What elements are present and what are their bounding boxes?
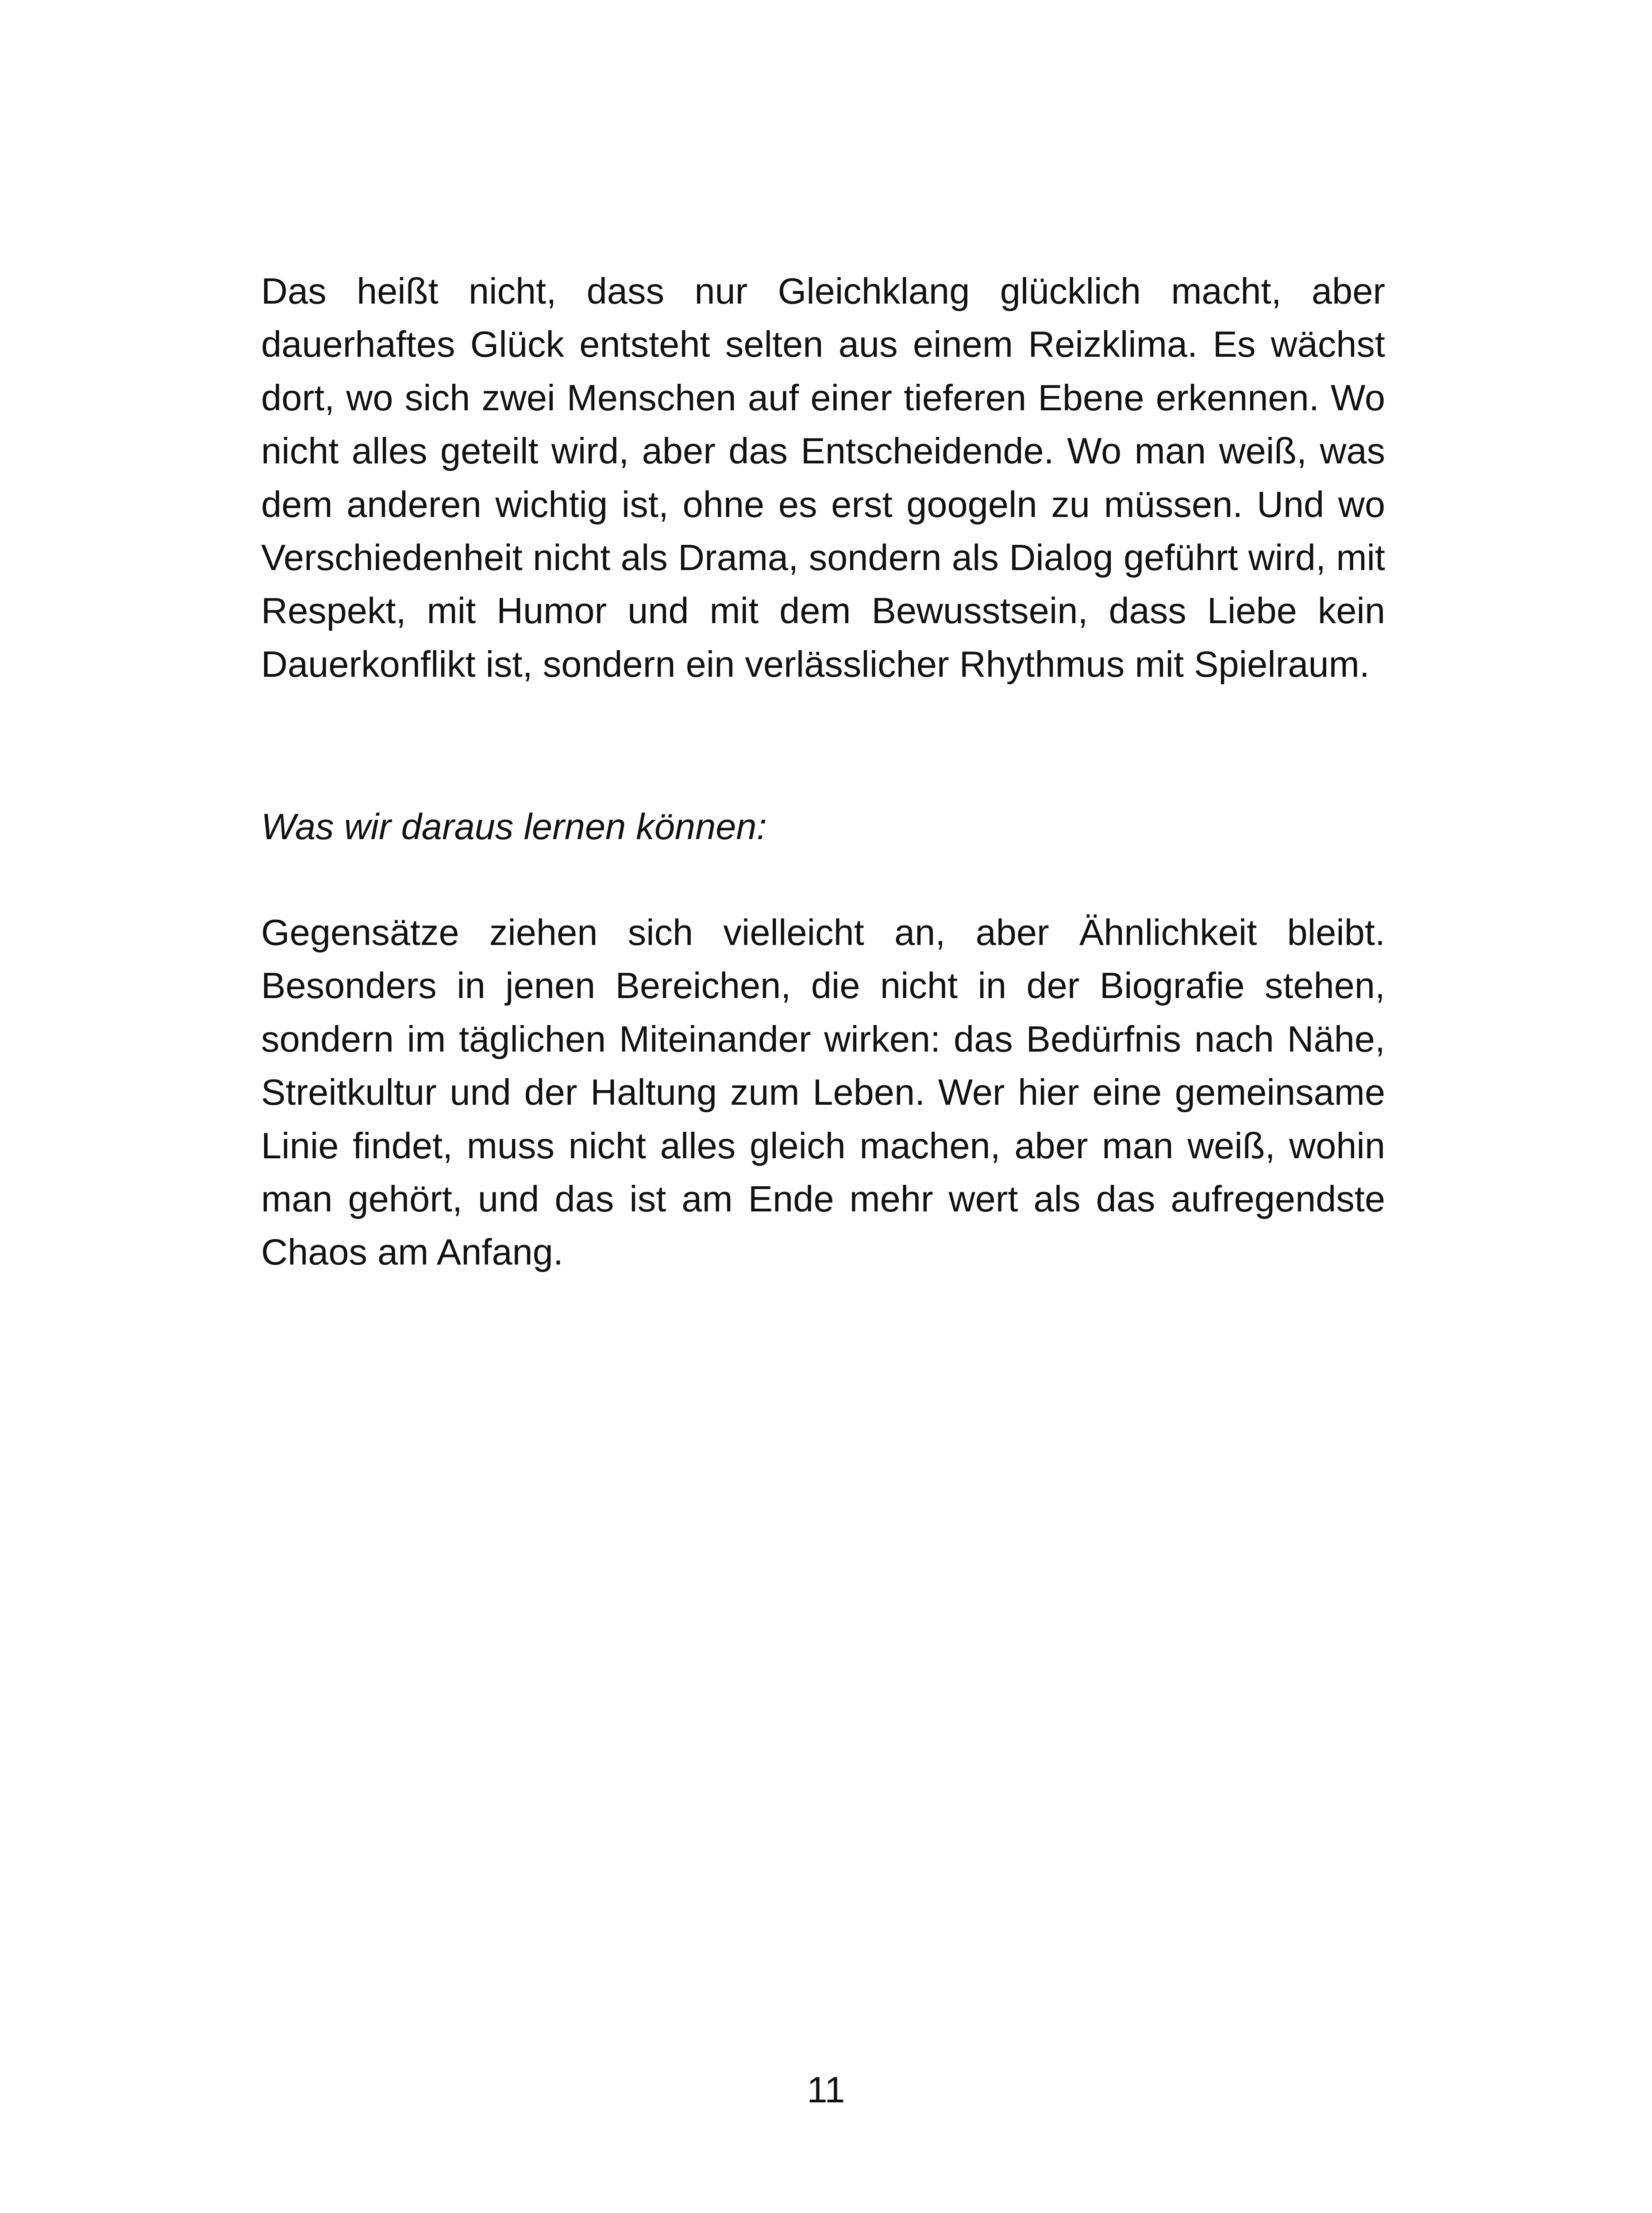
paragraph-block-2	[261, 906, 1385, 1279]
paragraph-block-1	[261, 265, 1385, 691]
body-paragraph-2: Gegensätze ziehen sich vielleicht an, aber Ähnlichkeit bleibt. Besonders in jenen Bereichen, die nicht in der Biografie stehen, sondern im täglichen Miteinander wirken: das Bedürfnis nach Nähe, Streitkultur und der Haltung zum Leben. Wer hier eine gemeinsame Linie findet, muss nicht alles gleich machen, aber man weiß, wohin man gehört, und das ist am Ende mehr wert als das aufregendste Chaos am Anfang.	[261, 912, 1385, 1273]
page-number: 11	[807, 2069, 845, 2110]
body-paragraph-1: Das heißt nicht, dass nur Gleichklang glücklich macht, aber dauerhaftes Glück entsteht selten aus einem Reizklima. Es wächst dort, wo sich zwei Menschen auf einer tieferen Ebene erkennen. Wo nicht alles geteilt wird, aber das Entscheidende. Wo man weiß, was dem anderen wichtig ist, ohne es erst googeln zu müssen. Und wo Verschiedenheit nicht als Drama, sondern als Dialog geführt wird, mit Respekt, mit Humor und mit dem Bewusstsein, dass Liebe kein Dauerkonflikt ist, sondern ein verlässlicher Rhythmus mit Spielraum.	[261, 270, 1385, 685]
section-heading-block	[261, 800, 1385, 853]
section-heading: Was wir daraus lernen können:	[261, 806, 767, 847]
